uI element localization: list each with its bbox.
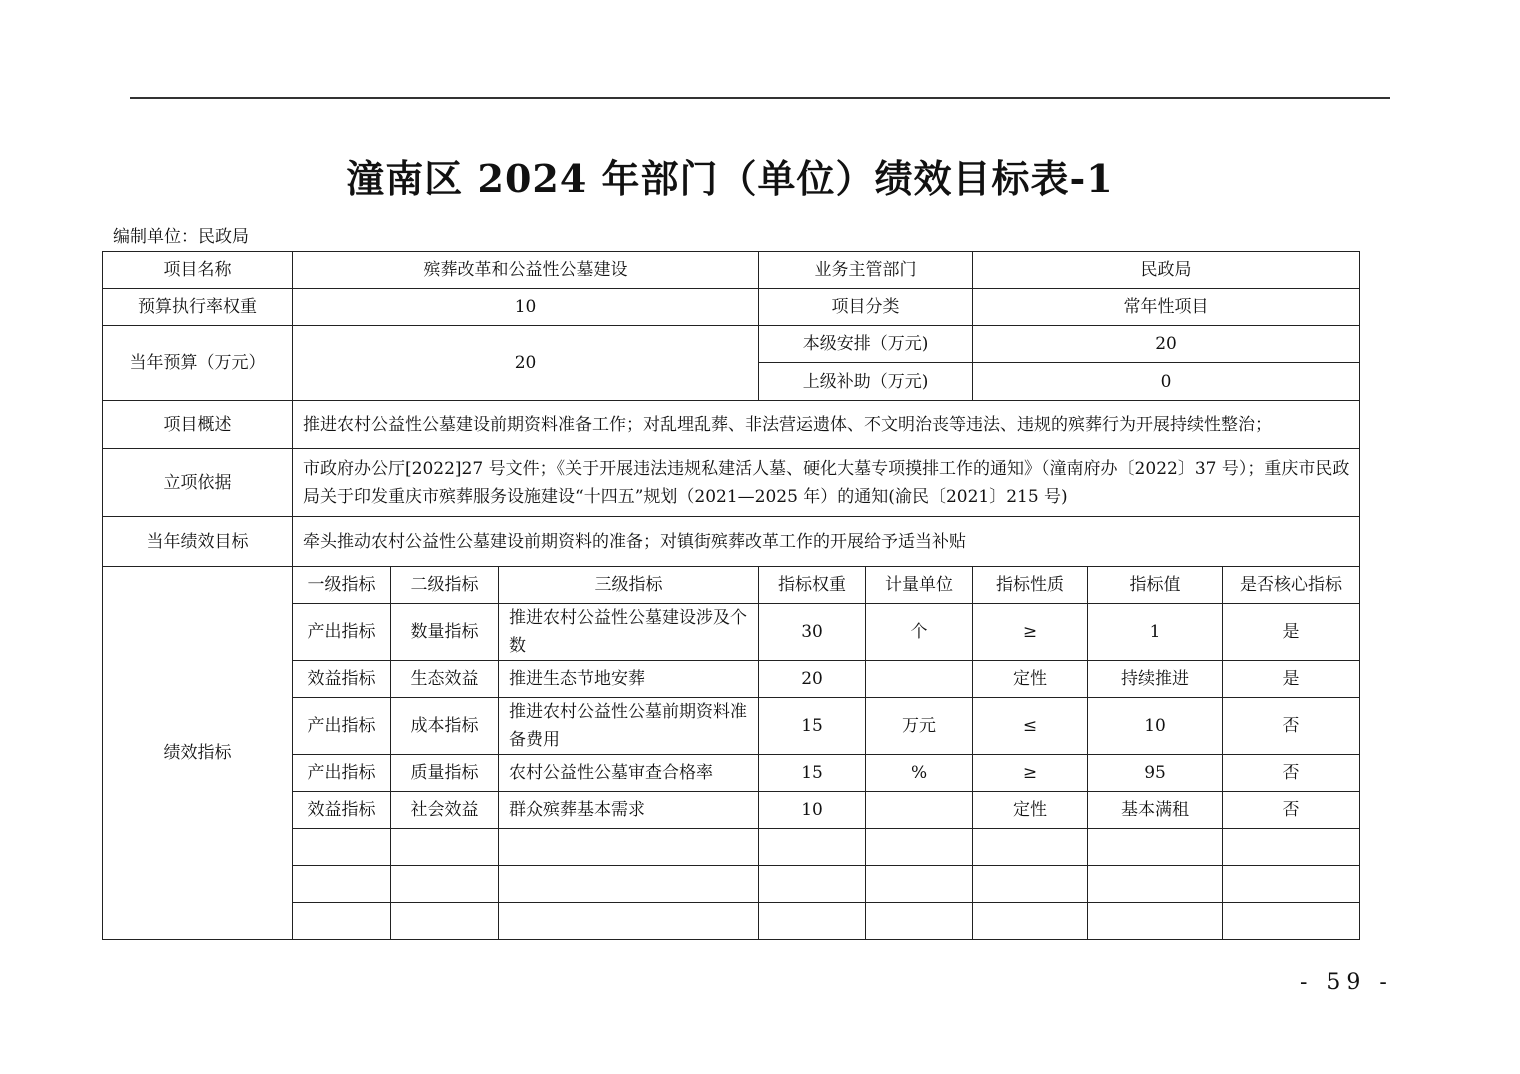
- unit-cell: 个: [866, 604, 973, 661]
- empty-cell: [1088, 829, 1223, 866]
- core-cell: 否: [1223, 698, 1360, 755]
- level1-cell: 产出指标: [293, 698, 391, 755]
- core-cell: 是: [1223, 604, 1360, 661]
- level2-cell: 社会效益: [391, 792, 499, 829]
- nature-cell: ≥: [973, 604, 1088, 661]
- basis-value: 市政府办公厅[2022]27 号文件；《关于开展违法违规私建活人墓、硬化大墓专项摸排工作的通知》（潼南府办〔2022〕37 号）；重庆市民政局关于印发重庆市殡葬服务设施建设“十四五”规划（2021—2025 年）的通知(渝民〔2021〕215 号): [293, 449, 1360, 517]
- level2-cell: 成本指标: [391, 698, 499, 755]
- weight-cell: 30: [759, 604, 866, 661]
- upper-label: 上级补助（万元): [759, 363, 973, 401]
- value-cell: 1: [1088, 604, 1223, 661]
- indicators-section-label: 绩效指标: [103, 567, 293, 940]
- summary-label: 项目概述: [103, 401, 293, 449]
- empty-cell: [1223, 903, 1360, 940]
- performance-table: [102, 251, 1360, 940]
- empty-cell: [499, 903, 759, 940]
- header-cell: 二级指标: [391, 567, 499, 604]
- value-cell: 基本满租: [1088, 792, 1223, 829]
- level3-cell: 推进农村公益性公墓前期资料准备费用: [499, 698, 759, 755]
- empty-cell: [391, 866, 499, 903]
- header-cell: 一级指标: [293, 567, 391, 604]
- category-value: 常年性项目: [973, 289, 1360, 326]
- dept-label: 业务主管部门: [759, 252, 973, 289]
- empty-cell: [866, 866, 973, 903]
- header-cell: 指标性质: [973, 567, 1088, 604]
- category-label: 项目分类: [759, 289, 973, 326]
- empty-cell: [759, 829, 866, 866]
- unit-cell: %: [866, 755, 973, 792]
- empty-cell: [499, 829, 759, 866]
- goal-label: 当年绩效目标: [103, 517, 293, 567]
- empty-cell: [759, 866, 866, 903]
- core-cell: 否: [1223, 755, 1360, 792]
- empty-cell: [391, 903, 499, 940]
- basis-label: 立项依据: [103, 449, 293, 517]
- empty-cell: [1088, 903, 1223, 940]
- upper-value: 0: [973, 363, 1360, 401]
- empty-cell: [391, 829, 499, 866]
- value-cell: 持续推进: [1088, 661, 1223, 698]
- empty-cell: [499, 866, 759, 903]
- level1-cell: 效益指标: [293, 792, 391, 829]
- project-name-label: 项目名称: [103, 252, 293, 289]
- compiling-unit: 编制单位：民政局: [113, 227, 249, 247]
- weight-cell: 15: [759, 755, 866, 792]
- weight-cell: 10: [759, 792, 866, 829]
- value-cell: 95: [1088, 755, 1223, 792]
- value-cell: 10: [1088, 698, 1223, 755]
- level3-cell: 群众殡葬基本需求: [499, 792, 759, 829]
- level2-cell: 数量指标: [391, 604, 499, 661]
- nature-cell: 定性: [973, 661, 1088, 698]
- core-cell: 否: [1223, 792, 1360, 829]
- level1-cell: 产出指标: [293, 755, 391, 792]
- empty-cell: [293, 903, 391, 940]
- local-label: 本级安排（万元): [759, 326, 973, 363]
- level1-cell: 效益指标: [293, 661, 391, 698]
- unit-cell: [866, 792, 973, 829]
- empty-cell: [759, 903, 866, 940]
- level3-cell: 推进农村公益性公墓建设涉及个数: [499, 604, 759, 661]
- weight-cell: 20: [759, 661, 866, 698]
- page-number: - 59 -: [1300, 970, 1393, 995]
- unit-cell: 万元: [866, 698, 973, 755]
- nature-cell: 定性: [973, 792, 1088, 829]
- empty-cell: [293, 829, 391, 866]
- level3-cell: 农村公益性公墓审查合格率: [499, 755, 759, 792]
- unit-cell: [866, 661, 973, 698]
- page-title: 潼南区 2024 年部门（单位）绩效目标表-1: [346, 156, 1114, 201]
- empty-cell: [1223, 829, 1360, 866]
- summary-value: 推进农村公益性公墓建设前期资料准备工作；对乱埋乱葬、非法营运遗体、不文明治丧等违法、违规的殡葬行为开展持续性整治；: [293, 401, 1360, 449]
- nature-cell: ≥: [973, 755, 1088, 792]
- empty-cell: [293, 866, 391, 903]
- level3-cell: 推进生态节地安葬: [499, 661, 759, 698]
- nature-cell: ≤: [973, 698, 1088, 755]
- project-name-value: 殡葬改革和公益性公墓建设: [293, 252, 759, 289]
- header-cell: 指标值: [1088, 567, 1223, 604]
- empty-cell: [973, 903, 1088, 940]
- core-cell: 是: [1223, 661, 1360, 698]
- weight-label: 预算执行率权重: [103, 289, 293, 326]
- level2-cell: 生态效益: [391, 661, 499, 698]
- empty-cell: [973, 866, 1088, 903]
- header-cell: 三级指标: [499, 567, 759, 604]
- budget-label: 当年预算（万元）: [103, 326, 293, 401]
- header-cell: 是否核心指标: [1223, 567, 1360, 604]
- goal-value: 牵头推动农村公益性公墓建设前期资料的准备；对镇街殡葬改革工作的开展给予适当补贴: [293, 517, 1360, 567]
- level2-cell: 质量指标: [391, 755, 499, 792]
- dept-value: 民政局: [973, 252, 1360, 289]
- weight-value: 10: [293, 289, 759, 326]
- empty-cell: [1223, 866, 1360, 903]
- empty-cell: [973, 829, 1088, 866]
- empty-cell: [1088, 866, 1223, 903]
- empty-cell: [866, 829, 973, 866]
- local-value: 20: [973, 326, 1360, 363]
- empty-cell: [866, 903, 973, 940]
- budget-value: 20: [293, 326, 759, 401]
- weight-cell: 15: [759, 698, 866, 755]
- top-rule: [130, 97, 1390, 99]
- level1-cell: 产出指标: [293, 604, 391, 661]
- header-cell: 计量单位: [866, 567, 973, 604]
- header-cell: 指标权重: [759, 567, 866, 604]
